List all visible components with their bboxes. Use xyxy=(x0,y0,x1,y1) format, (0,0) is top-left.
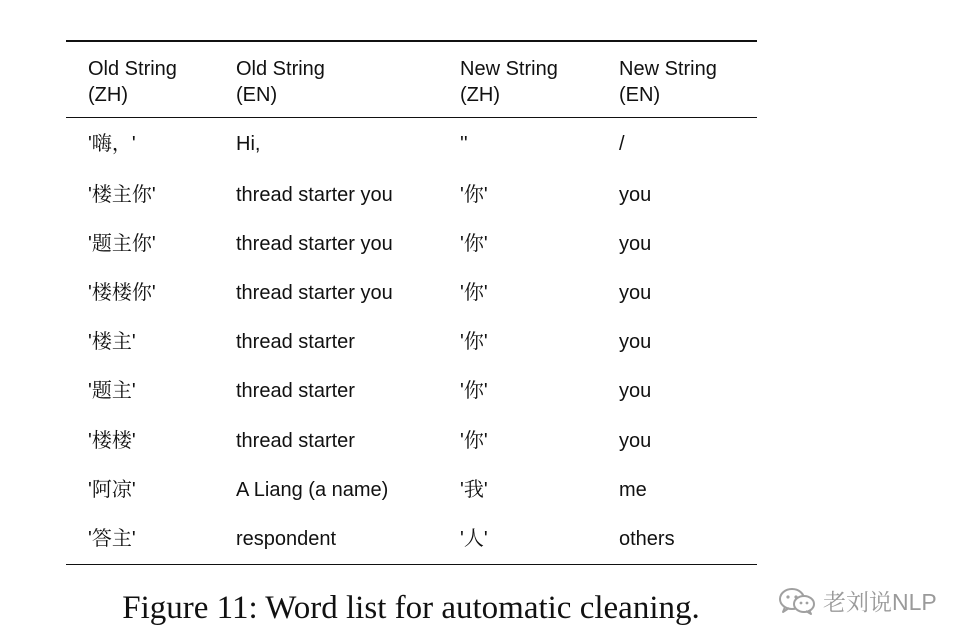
cell-new-en: you xyxy=(619,183,652,206)
cell-new-en: others xyxy=(619,527,675,550)
cell-old-en: thread starter you xyxy=(236,281,393,304)
cell-old-zh: '题主你' xyxy=(88,232,156,255)
cell-old-zh: '阿凉' xyxy=(88,478,136,501)
cell-old-zh: '答主' xyxy=(88,527,136,550)
watermark xyxy=(777,584,937,617)
cell-old-zh: '楼楼你' xyxy=(88,281,156,304)
header-line-1: New String xyxy=(460,58,558,80)
cell-old-en: thread starter xyxy=(236,429,355,452)
cell-old-en: respondent xyxy=(236,527,337,550)
word-list-table-container xyxy=(66,40,757,565)
table-row xyxy=(66,465,757,514)
cell-old-en: Hi, xyxy=(236,133,261,155)
cell-new-en: you xyxy=(619,232,652,255)
table-row xyxy=(66,219,757,268)
figure-caption: Figure 11: Word list for automatic cleaning. xyxy=(122,590,700,626)
table-row xyxy=(66,170,757,219)
header-line-1: New String xyxy=(619,58,717,80)
header-old-string-zh xyxy=(66,41,236,118)
table-row xyxy=(66,268,757,317)
cell-new-en: you xyxy=(619,429,652,452)
cell-new-zh: '你' xyxy=(460,232,488,255)
cell-new-zh: '我' xyxy=(460,478,488,501)
table-body xyxy=(66,118,757,565)
header-line-2: (EN) xyxy=(236,84,278,106)
cell-old-en: thread starter you xyxy=(236,232,393,255)
word-list-table xyxy=(66,40,757,565)
cell-old-zh: '楼楼' xyxy=(88,429,136,452)
cell-new-en: you xyxy=(619,380,652,403)
cell-new-en: you xyxy=(619,281,652,304)
header-new-string-en xyxy=(619,41,757,118)
header-old-string-en xyxy=(236,41,460,118)
cell-old-zh: '楼主你' xyxy=(88,183,156,206)
header-new-string-zh xyxy=(460,41,619,118)
cell-new-zh: '你' xyxy=(460,429,488,452)
header-line-1: Old String xyxy=(236,58,325,80)
cell-new-en: you xyxy=(619,331,652,354)
cell-old-en: thread starter xyxy=(236,380,355,403)
cell-new-en: / xyxy=(619,133,625,155)
table-row xyxy=(66,318,757,367)
cell-old-zh: '楼主' xyxy=(88,331,136,354)
header-line-1: Old String xyxy=(88,58,177,80)
cell-new-zh: '你' xyxy=(460,281,488,304)
table-row xyxy=(66,118,757,171)
cell-new-zh: '人' xyxy=(460,527,488,550)
cell-new-zh: '你' xyxy=(460,183,488,206)
header-line-2: (ZH) xyxy=(88,84,128,106)
wechat-icon xyxy=(777,586,817,616)
cell-new-zh: '你' xyxy=(460,380,488,403)
table-header xyxy=(66,41,757,118)
cell-old-en: thread starter you xyxy=(236,183,393,206)
cell-old-en: A Liang (a name) xyxy=(236,478,389,501)
cell-new-en: me xyxy=(619,478,647,501)
watermark-text: 老刘说NLP xyxy=(823,589,937,615)
table-row xyxy=(66,416,757,465)
cell-old-zh: '嗨，' xyxy=(88,133,136,155)
table-row xyxy=(66,367,757,416)
cell-new-zh: '你' xyxy=(460,331,488,354)
cell-old-zh: '题主' xyxy=(88,380,136,403)
header-line-2: (EN) xyxy=(619,84,661,106)
table-row xyxy=(66,514,757,564)
cell-new-zh: '' xyxy=(460,133,468,155)
header-row xyxy=(66,41,757,118)
cell-old-en: thread starter xyxy=(236,331,355,354)
header-line-2: (ZH) xyxy=(460,84,500,106)
